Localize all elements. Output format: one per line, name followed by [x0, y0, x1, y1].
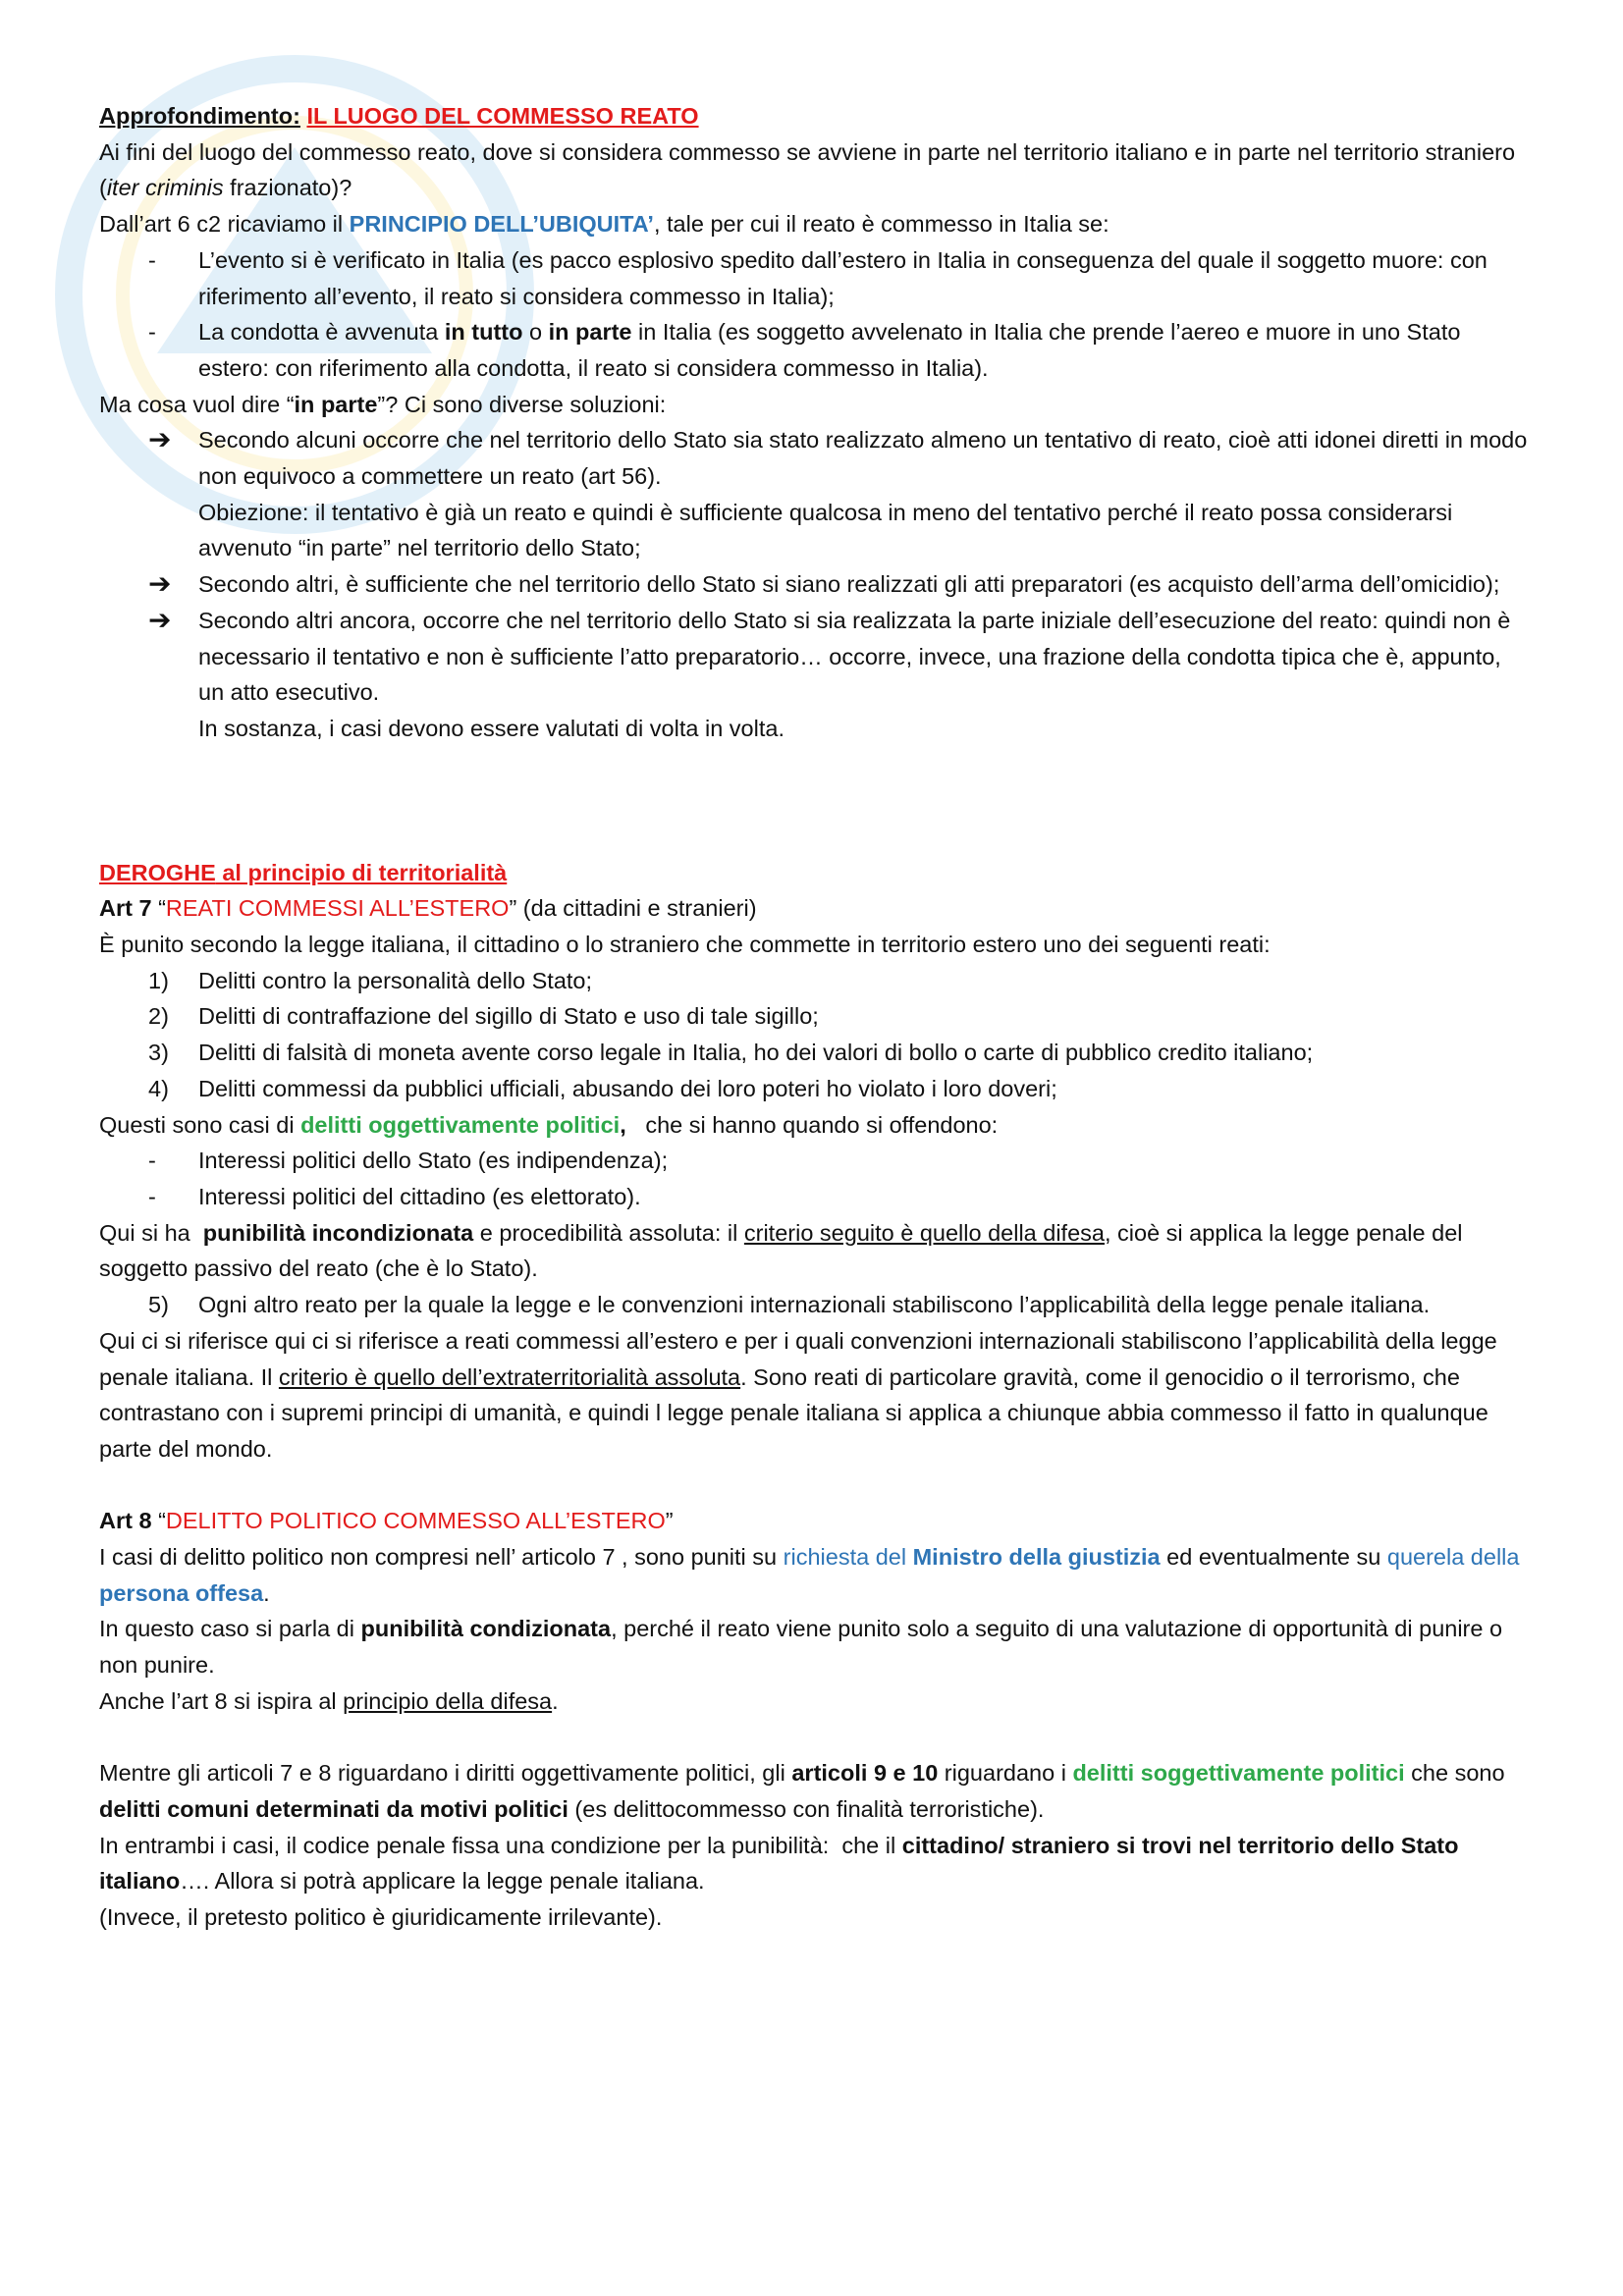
- art7-intro: È punito secondo la legge italiana, il cittadino o lo straniero che commette in territorio estero uno dei seguenti reati:: [99, 932, 1271, 958]
- list-item: - Interessi politici del cittadino (es elettorato).: [148, 1183, 641, 1209]
- list-item: ➔ Secondo altri, è sufficiente che nel territorio dello Stato si siano realizzati gli atti preparatori (es acquisto dell’arma dell’omicidio);: [99, 566, 1533, 603]
- paragraph-art8-casi: I casi di delitto politico non compresi nell’ articolo 7 , sono puniti su richiesta del Ministro della giustizia ed eventualmente su querela della persona offesa.: [99, 1544, 1520, 1606]
- list-item: ➔ Secondo alcuni occorre che nel territorio dello Stato sia stato realizzato almeno un tentativo di reato, cioè atti idonei diretti in modo non equivoco a commettere un reato (art 56).: [148, 424, 1528, 490]
- paragraph-art8-difesa: Anche l’art 8 si ispira al principio della difesa.: [99, 1687, 559, 1714]
- art7-heading: Art 7 “REATI COMMESSI ALL’ESTERO” (da cittadini e stranieri): [99, 895, 757, 922]
- paragraph-punibilita-condizionata: In questo caso si parla di punibilità condizionata, perché il reato viene punito solo a seguito di una valutazione di opportunità di punire o non punire.: [99, 1616, 1503, 1679]
- arrow-icon: ➔: [148, 604, 172, 635]
- paragraph-pretesto-politico: (Invece, il pretesto politico è giuridicamente irrilevante).: [99, 1904, 663, 1931]
- list-item-continuation: In sostanza, i casi devono essere valutati di volta in volta.: [198, 715, 784, 741]
- paragraph-punibilita: Qui si ha punibilità incondizionata e procedibilità assoluta: il criterio seguito è quello della difesa, cioè si applica la legge penale del soggetto passivo del reato (che è lo Stato).: [99, 1219, 1463, 1282]
- list-item: 3) Delitti di falsità di moneta avente corso legale in Italia, ho dei valori di bollo o carte di pubblico credito italiano;: [148, 1040, 1314, 1066]
- list-item: 4) Delitti commessi da pubblici ufficiali, abusando dei loro poteri ho violato i loro doveri;: [148, 1075, 1057, 1101]
- paragraph-soggettivamente-politici: Mentre gli articoli 7 e 8 riguardano i diritti oggettivamente politici, gli articoli 9 e 10 riguardano i delitti soggettivamente politici che sono delitti comuni determinati da motivi politici (es delittocommesso con finalità terroristiche).: [99, 1760, 1505, 1822]
- paragraph-condizione-punibilita: In entrambi i casi, il codice penale fissa una condizione per la punibilità: che il cittadino/ straniero si trovi nel territorio dello Stato italiano…. Allora si potrà applicare la legge penale italiana.: [99, 1832, 1459, 1895]
- section-heading-deroghe: DEROGHE al principio di territorialità: [99, 859, 508, 885]
- arrow-icon: ➔: [148, 424, 172, 455]
- paragraph-iter-criminis: Ai fini del luogo del commesso reato, dove si considera commesso se avviene in parte nel territorio italiano e in parte nel territorio straniero (iter criminis frazionato)?: [99, 138, 1516, 201]
- list-item-continuation: Obiezione: il tentativo è già un reato e quindi è sufficiente qualcosa in meno del tentativo perché il reato possa considerarsi avvenuto “in parte” nel territorio dello Stato;: [198, 499, 1453, 561]
- paragraph-oggettivamente-politici: Questi sono casi di delitti oggettivamente politici, che si hanno quando si offendono:: [99, 1111, 999, 1138]
- paragraph-extraterritorialita: Qui ci si riferisce qui ci si riferisce a reati commessi all’estero e per i quali convenzioni internazionali stabiliscono l’applicabilità della legge penale italiana. Il criterio è quello dell’extraterritorialità assoluta. Sono reati di particolare gravità, come il genocidio o il terrorismo, che contrastano con i supremi principi di umanità, e quindi l legge penale italiana si applica a chiunque abbia commesso il fatto in qualunque parte del mondo.: [99, 1327, 1497, 1462]
- paragraph-ubiquita: Dall’art 6 c2 ricaviamo il PRINCIPIO DELL’UBIQUITA’, tale per cui il reato è commesso in Italia se:: [99, 211, 1109, 238]
- arrow-icon: ➔: [148, 568, 172, 600]
- section-heading-luogo: Approfondimento: IL LUOGO DEL COMMESSO REATO: [99, 103, 699, 129]
- art8-heading: Art 8 “DELITTO POLITICO COMMESSO ALL’ESTERO”: [99, 1508, 674, 1534]
- document-page: [99, 98, 1533, 1936]
- list-item: 5) Ogni altro reato per la quale la legge e le convenzioni internazionali stabiliscono l’applicabilità della legge penale italiana.: [148, 1292, 1431, 1318]
- list-item: ➔ Secondo altri ancora, occorre che nel territorio dello Stato si sia realizzata la parte iniziale dell’esecuzione del reato: quindi non è necessario il tentativo e non è sufficiente l’atto preparatorio… occorre, invece, una frazione della condotta tipica che è, appunto, un atto esecutivo.: [148, 604, 1511, 706]
- list-item: - La condotta è avvenuta in tutto o in parte in Italia (es soggetto avvelenato in Italia che prende l’aereo e muore in uno Stato estero: con riferimento alla condotta, il reato si considera commesso in Italia).: [148, 319, 1461, 381]
- list-item: - Interessi politici dello Stato (es indipendenza);: [148, 1148, 669, 1174]
- list-item: 1) Delitti contro la personalità dello Stato;: [148, 967, 593, 993]
- paragraph-in-parte-question: Ma cosa vuol dire “in parte”? Ci sono diverse soluzioni:: [99, 391, 667, 417]
- list-item: 2) Delitti di contraffazione del sigillo di Stato e uso di tale sigillo;: [148, 1003, 819, 1030]
- list-item: - L’evento si è verificato in Italia (es pacco esplosivo spedito dall’estero in Italia in conseguenza del quale il soggetto muore: con riferimento all’evento, il reato si considera commesso in Italia);: [148, 246, 1488, 309]
